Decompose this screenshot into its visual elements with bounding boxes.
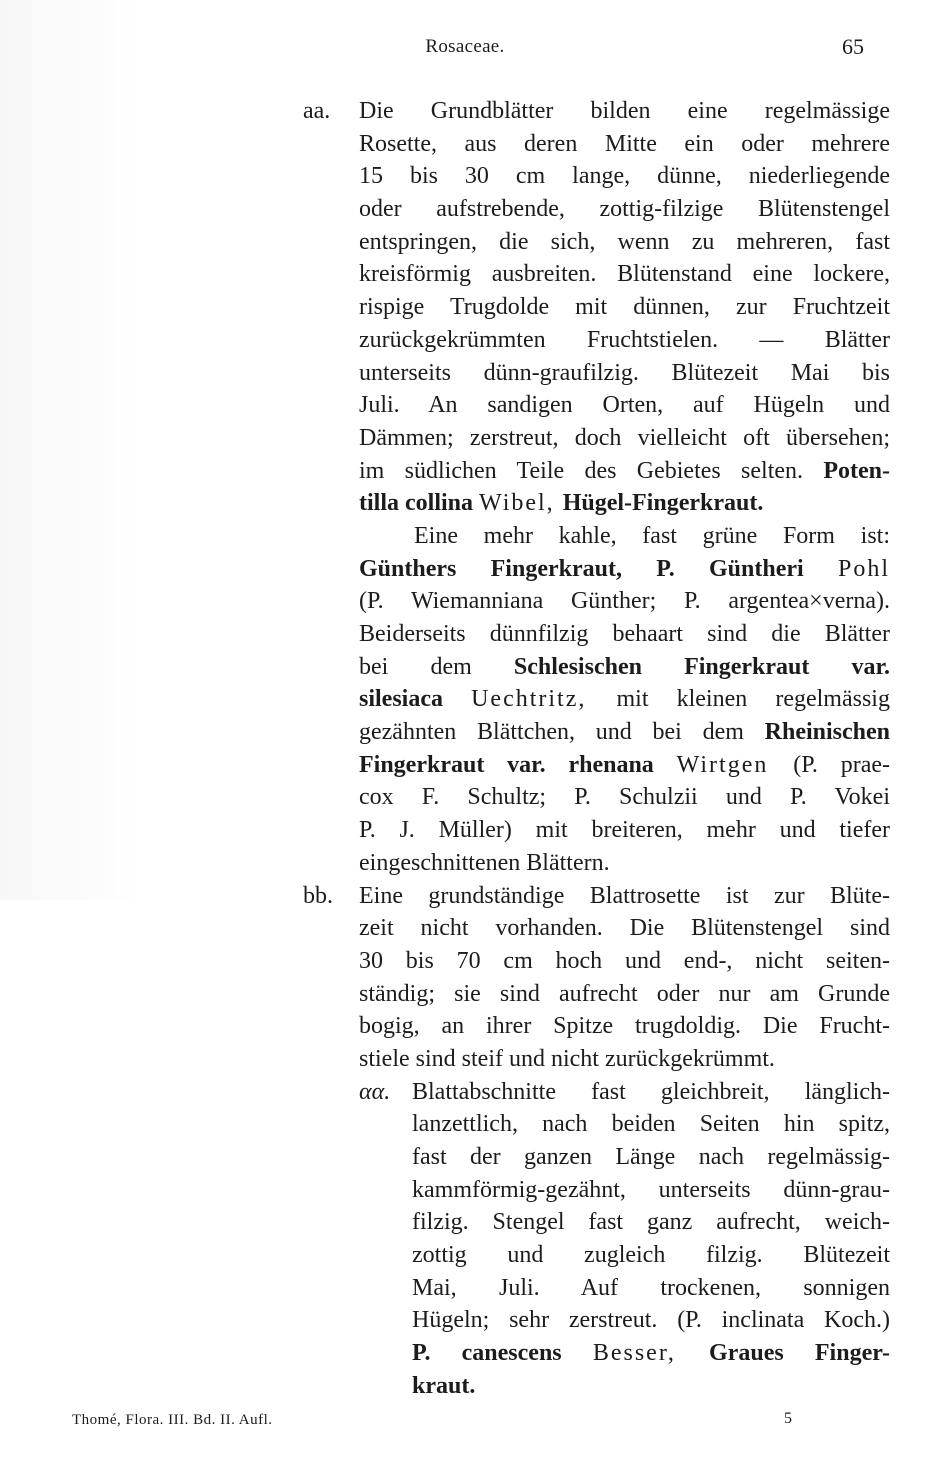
page-number: 65 [842,34,864,59]
text-line: Beiderseits dünnfilzig behaart sind die Blätter [359,621,890,647]
text-line: 30 bis 70 cm hoch und end-, nicht seiten- [359,947,890,974]
text-line: im südlichen Teile des Gebietes selten. Poten- [359,457,890,484]
text-line: eingeschnittenen Blättern. [359,849,610,876]
section-marker: αα. [359,1078,391,1105]
text-line: aa. Die Grundblätter bilden eine regelmässige [359,95,890,128]
text-line: kreisförmig ausbreiten. Blütenstand eine lockere, [359,261,890,288]
text-line: bei dem Schlesischen Fingerkraut var. [359,653,890,680]
text-line: silesiaca Uechtritz, mit kleinen regelmässig [359,686,890,713]
text-line: ständig; sie sind aufrecht oder nur am Grunde [359,980,890,1007]
text-line: unterseits dünn-graufilzig. Blütezeit Mai bis [359,359,890,386]
text-line: bb. Eine grundständige Blattrosette ist zur Blüte- [359,880,890,913]
footer-sheet-number: 5 [784,1410,792,1427]
text-line: Eine mehr kahle, fast grüne Form ist: [414,522,890,549]
text-line: zottig und zugleich filzig. Blütezeit [412,1242,890,1269]
text-line: Günthers Fingerkraut, P. Güntheri Pohl [359,555,890,582]
text-line: Juli. An sandigen Orten, auf Hügeln und [359,392,890,419]
text-line: P. J. Müller) mit breiteren, mehr und tiefer [359,817,890,844]
text-line: oder aufstrebende, zottig-filzige Blütenstengel [359,196,890,223]
text-line: αα. Blattabschnitte fast gleichbreit, länglich- [412,1076,890,1109]
text-line: (P. Wiemanniana Günther; P. argentea×verna). [359,588,890,615]
text-line: zeit nicht vorhanden. Die Blütenstengel sind [359,915,890,942]
text-line: fast der ganzen Länge nach regelmässig- [412,1144,890,1170]
text-line: rispige Trugdolde mit dünnen, zur Fruchtzeit [359,294,890,321]
text-line: filzig. Stengel fast ganz aufrecht, weich- [412,1209,890,1236]
text-line: zurückgekrümmten Fruchtstielen. — Blätter [359,326,890,353]
text-line: Mai, Juli. Auf trockenen, sonnigen [412,1274,890,1301]
text-line: entspringen, die sich, wenn zu mehreren, fast [359,228,890,255]
text-line: tilla collina Wibel, Hügel-Fingerkraut. [359,490,764,517]
section-marker: bb. [303,882,333,909]
text-line: stiele sind steif und nicht zurückgekrümmt. [359,1045,775,1072]
text-line: Fingerkraut var. rhenana Wirtgen (P. prae- [359,751,891,778]
text-line: kammförmig-gezähnt, unterseits dünn-grau- [412,1176,890,1203]
text-line: cox F. Schultz; P. Schulzii und P. Vokei [359,784,890,811]
footer-signature: Thomé, Flora. III. Bd. II. Aufl. [72,1412,273,1428]
text-line: gezähnten Blättchen, und bei dem Rheinischen [359,719,890,746]
running-header-title: Rosaceae. [425,36,505,57]
bleed-through-shadow [0,0,140,900]
text-line: 15 bis 30 cm lange, dünne, niederliegende [359,163,890,190]
text-line: Hügeln; sehr zerstreut. (P. inclinata Koch.) [412,1307,890,1334]
text-line: kraut. [412,1372,476,1399]
text-column [303,95,891,1403]
text-line: P. canescens Besser, Graues Finger- [412,1340,890,1367]
text-line: bogig, an ihrer Spitze trugdoldig. Die Frucht- [359,1013,890,1040]
section-marker: aa. [303,98,331,124]
text-line: lanzettlich, nach beiden Seiten hin spitz, [412,1111,890,1138]
text-line: Rosette, aus deren Mitte ein oder mehrere [359,130,890,157]
text-line: Dämmen; zerstreut, doch vielleicht oft übersehen; [359,424,890,451]
